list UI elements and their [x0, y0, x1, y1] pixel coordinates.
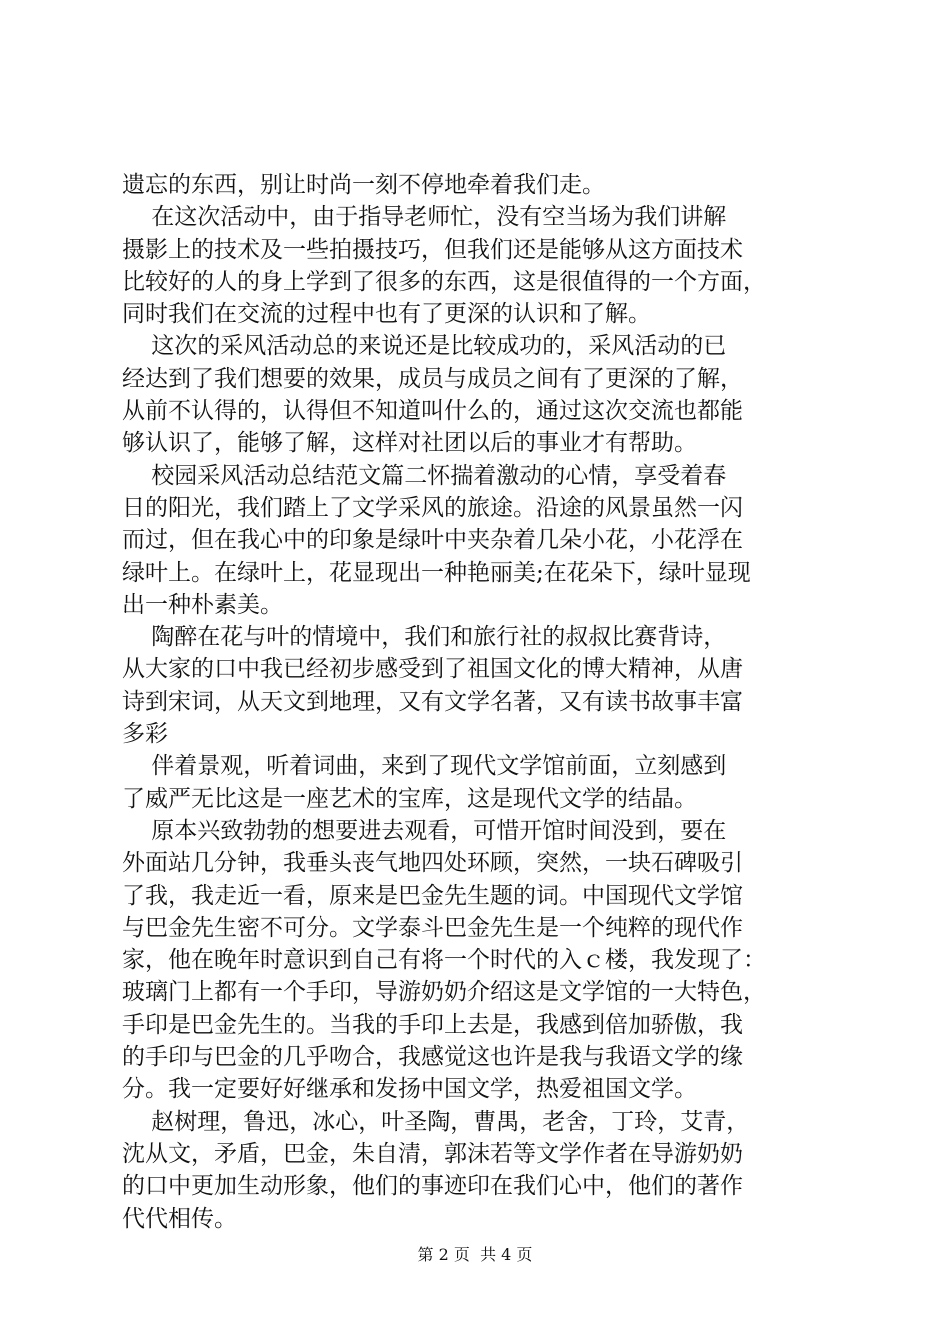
text-line: 从大家的口中我已经初步感受到了祖国文化的博大精神，从唐 [122, 656, 743, 683]
text-line: 遗忘的东西，别让时尚一刻不停地牵着我们走。 [122, 172, 605, 198]
text-line: 分。我一定要好好继承和发扬中国文学，热爱祖国文学。 [122, 1076, 697, 1103]
text-line: 伴着景观，听着词曲，来到了现代文学馆前面，立刻感到 [122, 753, 727, 780]
text-line: 绿叶上。在绿叶上，花显现出一种艳丽美;在花朵下，绿叶显现 [122, 559, 751, 586]
text-line: 多彩 [122, 721, 168, 748]
text-line: 玻璃门上都有一个手印，导游奶奶介绍这是文学馆的一大特色， [122, 979, 766, 1006]
text-line: 这次的采风活动总的来说还是比较成功的，采风活动的已 [122, 333, 727, 360]
text-line: 出一种朴素美。 [122, 591, 283, 618]
text-line: 代代相传。 [122, 1205, 237, 1232]
document-body [122, 169, 832, 1235]
text-line: 日的阳光，我们踏上了文学采风的旅途。沿途的风景虽然一闪 [122, 494, 743, 521]
text-line: 手印是巴金先生的。当我的手印上去是，我感到倍加骄傲，我 [122, 1011, 743, 1038]
text-line: 的手印与巴金的几乎吻合，我感觉这也许是我与我语文学的缘 [122, 1044, 743, 1071]
text-line: 而过，但在我心中的印象是绿叶中夹杂着几朵小花，小花浮在 [122, 527, 743, 554]
text-line: 比较好的人的身上学到了很多的东西，这是很值得的一个方面， [122, 268, 766, 295]
text-line: 了威严无比这是一座艺术的宝库，这是现代文学的结晶。 [122, 785, 697, 812]
text-line: 沈从文，矛盾，巴金，朱自清，郭沫若等文学作者在导游奶奶 [122, 1140, 743, 1167]
text-line: 与巴金先生密不可分。文学泰斗巴金先生是一个纯粹的现代作 [122, 914, 743, 941]
text-line: 诗到宋词，从天文到地理，又有文学名著，又有读书故事丰富 [122, 688, 743, 715]
text-line: 外面站几分钟，我垂头丧气地四处环顾，突然，一块石碑吸引 [122, 850, 743, 877]
text-line: 的口中更加生动形象，他们的事迹印在我们心中，他们的著作 [122, 1173, 743, 1200]
text-line: 经达到了我们想要的效果，成员与成员之间有了更深的了解， [122, 365, 743, 392]
text-line: 了我，我走近一看，原来是巴金先生题的词。中国现代文学馆 [122, 882, 743, 909]
text-line: 够认识了，能够了解，这样对社团以后的事业才有帮助。 [122, 430, 697, 457]
text-line: 同时我们在交流的过程中也有了更深的认识和了解。 [122, 301, 651, 328]
text-line: 家，他在晚年时意识到自己有将一个时代的入ｃ楼，我发现了： [122, 947, 766, 974]
text-line: 原本兴致勃勃的想要进去观看，可惜开馆时间没到，要在 [122, 817, 727, 844]
text-line: 校园采风活动总结范文篇二怀揣着激动的心情，享受着春 [122, 462, 727, 489]
text-line: 摄影上的技术及一些拍摄技巧，但我们还是能够从这方面技术 [122, 236, 743, 263]
page-number-footer: 第 2 页 共 4 页 [417, 1245, 533, 1264]
text-line: 从前不认得的，认得但不知道叫什么的，通过这次交流也都能 [122, 398, 743, 425]
text-line: 在这次活动中，由于指导老师忙，没有空当场为我们讲解 [122, 204, 727, 231]
text-line: 陶醉在花与叶的情境中，我们和旅行社的叔叔比赛背诗， [122, 624, 727, 651]
text-line: 赵树理，鲁迅，冰心，叶圣陶，曹禺，老舍，丁玲，艾青， [122, 1108, 750, 1135]
